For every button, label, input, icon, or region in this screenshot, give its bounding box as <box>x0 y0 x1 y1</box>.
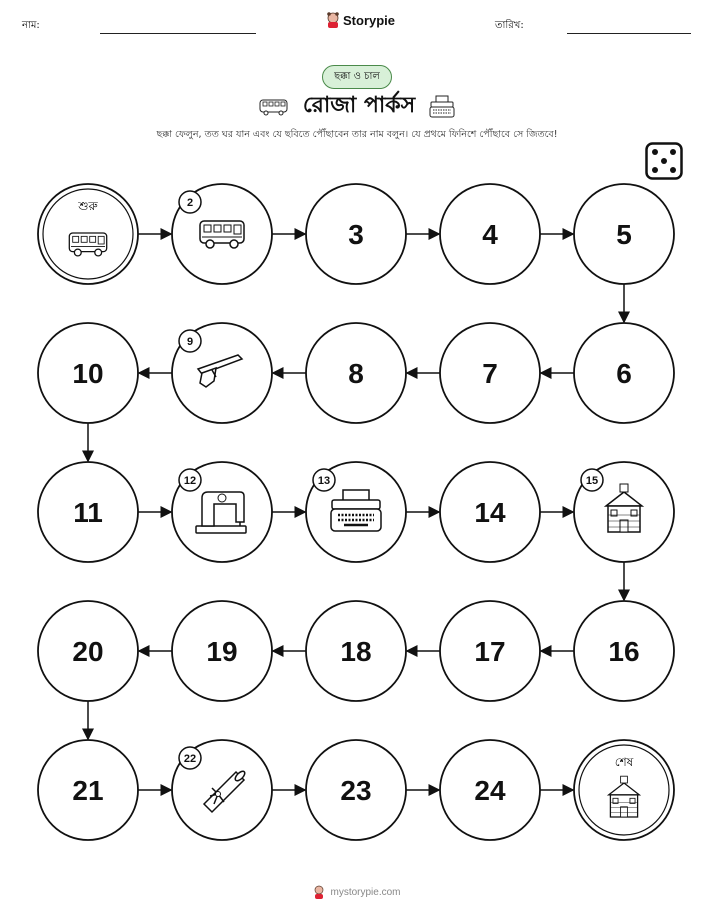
board-cell-12 <box>172 462 272 562</box>
board-cell-7 <box>440 323 540 423</box>
cell-number: 19 <box>206 636 238 667</box>
board-cell-1 <box>38 184 138 284</box>
board-cell-21 <box>38 740 138 840</box>
board-cell-15 <box>574 462 674 562</box>
cell-number: 16 <box>608 636 640 667</box>
page-title: রোজা পার্কস <box>302 93 416 118</box>
board-cell-13 <box>306 462 406 562</box>
cell-number: 17 <box>474 636 506 667</box>
end-label: শেষ <box>614 755 634 769</box>
board-cell-14 <box>440 462 540 562</box>
cell-number: 11 <box>73 497 103 528</box>
cell-number: 18 <box>340 636 372 667</box>
start-label: শুরু <box>78 199 98 213</box>
board-cell-25 <box>574 740 674 840</box>
cell-number-badge-text: 22 <box>183 753 197 765</box>
cell-number: 8 <box>348 358 364 389</box>
cell-number: 3 <box>348 219 364 250</box>
board-cell-8 <box>306 323 406 423</box>
cell-number: 6 <box>616 358 632 389</box>
board-cell-6 <box>574 323 674 423</box>
cell-number: 10 <box>72 358 104 389</box>
board-cell-23 <box>306 740 406 840</box>
board-cell-3 <box>306 184 406 284</box>
board-cell-17 <box>440 601 540 701</box>
cell-number-badge-text: 2 <box>186 197 194 209</box>
board-cell-19 <box>172 601 272 701</box>
board-cell-2 <box>172 184 272 284</box>
board-cell-11 <box>38 462 138 562</box>
brand-name: Storypie <box>343 12 396 28</box>
cell-number-badge-text: 12 <box>183 475 197 487</box>
cell-number: 7 <box>482 358 498 389</box>
cell-number: 23 <box>340 775 372 806</box>
board-cell-4 <box>440 184 540 284</box>
name-label: নাম: <box>22 20 40 31</box>
footer <box>0 885 714 899</box>
instructions-text: ছক্কা ফেলুন, তত ঘর যান এবং যে ছবিতে পৌঁছাবেন তার নাম বলুন। যে প্রথমে ফিনিশে পৌঁছাবে সে জিতবে! <box>156 129 558 140</box>
board-cell-10 <box>38 323 138 423</box>
cell-number: 14 <box>474 497 506 528</box>
cell-number: 24 <box>474 775 506 806</box>
date-label: তারিখ: <box>495 20 524 31</box>
cell-number-badge-text: 15 <box>585 475 599 487</box>
cell-number-badge-text: 13 <box>317 475 331 487</box>
board-cell-9 <box>172 323 272 423</box>
board-cell-5 <box>574 184 674 284</box>
cell-number: 21 <box>72 775 104 806</box>
cell-number: 20 <box>72 636 104 667</box>
board-cell-16 <box>574 601 674 701</box>
cell-number-badge-text: 9 <box>186 336 194 348</box>
board-cell-24 <box>440 740 540 840</box>
bear-mascot-icon <box>313 885 325 899</box>
board-cell-18 <box>306 601 406 701</box>
board-cell-20 <box>38 601 138 701</box>
footer-url: mystorypie.com <box>330 886 401 898</box>
cell-number: 4 <box>482 219 498 250</box>
board-cell-22 <box>172 740 272 840</box>
game-type-badge: ছক্কা ও চাল <box>322 65 392 89</box>
cell-number: 5 <box>616 219 632 250</box>
